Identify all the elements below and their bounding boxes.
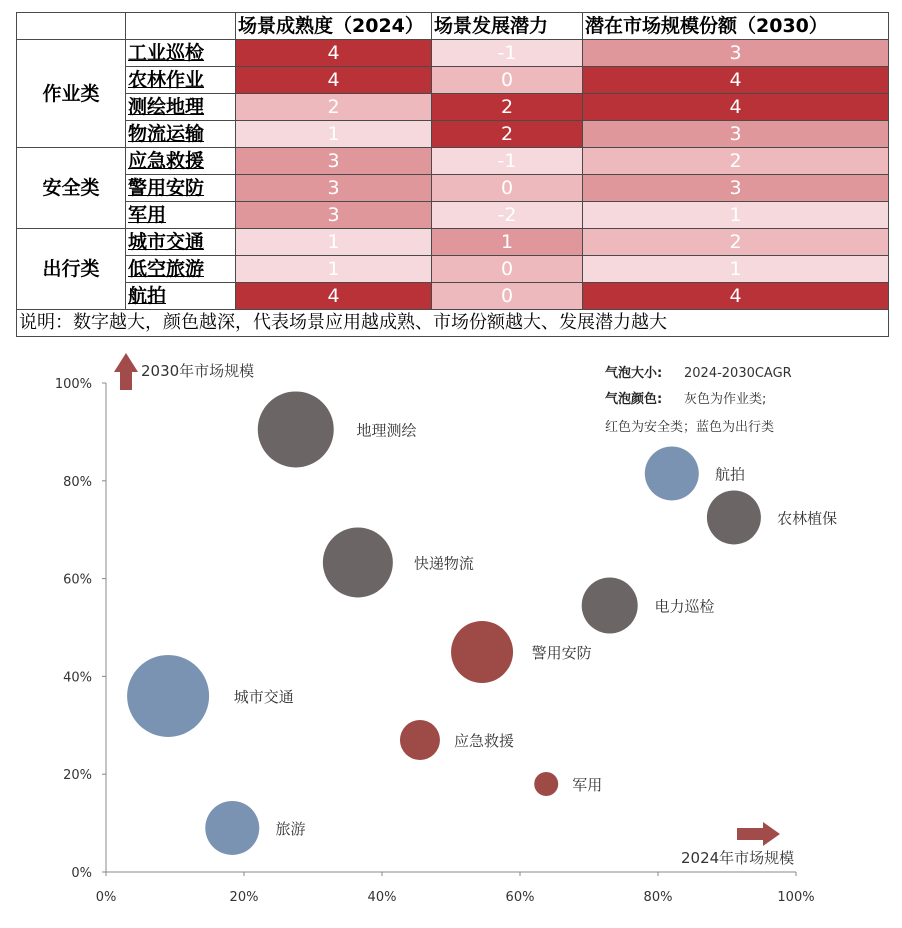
table-cell: 1 [236,121,432,148]
bubble [707,490,761,544]
chart-axes [55,377,815,905]
y-axis-arrow-icon [114,353,138,390]
note-row [17,310,889,337]
legend-color-text-1: 灰色为作业类; [684,392,767,407]
table-cell: 1 [583,202,889,229]
bubble-label: 军用 [572,775,603,794]
table-cell: 4 [583,94,889,121]
row-label: 低空旅游 [126,256,236,283]
table-cell: 1 [583,256,889,283]
y-tick-label: 80% [63,474,92,490]
table-cell: 3 [236,202,432,229]
table-cell: -1 [432,148,583,175]
table-header: 场景成熟度（2024） [236,13,432,40]
table-cell: 4 [236,67,432,94]
table-row [17,148,889,175]
row-label: 航拍 [126,283,236,310]
row-label: 农林作业 [126,67,236,94]
table-header: 潜在市场规模份额（2030） [583,13,889,40]
table-body [17,40,889,337]
table-cell: -2 [432,202,583,229]
row-label: 工业巡检 [126,40,236,67]
bubble [323,527,393,597]
table-row [17,121,889,148]
table-row [17,229,889,256]
legend-color-text-2: 红色为安全类；蓝色为出行类 [605,420,775,435]
group-label: 作业类 [17,40,126,148]
table-row [17,40,889,67]
table-cell: 4 [236,283,432,310]
y-tick-label: 20% [63,768,92,784]
table-cell: 1 [236,256,432,283]
table-cell: 4 [236,40,432,67]
table-cell: 3 [583,175,889,202]
legend-size-label: 气泡大小: [605,366,663,381]
table-header-row [17,13,889,40]
legend-color-label: 气泡颜色: [605,392,663,407]
bubble-label: 农林植保 [777,509,838,528]
table-cell: 0 [432,256,583,283]
legend-size-text: 2024-2030CAGR [684,366,792,381]
bubble [534,772,558,796]
bubble [400,720,440,760]
bubble-label: 航拍 [715,465,746,484]
table-cell: 4 [583,283,889,310]
table-row [17,283,889,310]
y-tick-label: 60% [63,572,92,588]
table-row [17,94,889,121]
x-tick-label: 80% [643,890,673,905]
row-label: 城市交通 [126,229,236,256]
table-cell: 3 [583,40,889,67]
row-label: 军用 [126,202,236,229]
table-cell: 2 [236,94,432,121]
table-cell: 0 [432,283,583,310]
table-header [126,13,236,40]
y-tick-label: 40% [63,670,92,686]
table-row [17,202,889,229]
table-cell: 0 [432,67,583,94]
table-header: 场景发展潜力 [432,13,583,40]
table-cell: 2 [432,121,583,148]
x-tick-label: 0% [95,890,117,905]
bubble-layer [127,391,837,855]
table-row [17,175,889,202]
table-cell: 1 [236,229,432,256]
bubble-label: 应急救援 [453,731,514,750]
bubble-label: 城市交通 [233,687,294,706]
table-cell: 2 [432,94,583,121]
bubble [258,391,334,467]
table-cell: 3 [583,121,889,148]
table-row [17,67,889,94]
x-tick-label: 100% [777,890,815,905]
table-cell: 3 [236,175,432,202]
x-axis-arrow-icon [737,822,780,846]
x-tick-label: 40% [367,890,397,905]
table-cell: 4 [583,67,889,94]
x-axis-title: 2024年市场规模 [681,849,795,867]
bubble-label: 电力巡检 [654,597,715,616]
row-label: 应急救援 [126,148,236,175]
group-label: 安全类 [17,148,126,229]
y-tick-label: 100% [54,377,92,392]
bubble [127,655,209,737]
row-label: 测绘地理 [126,94,236,121]
bubble-label: 旅游 [275,819,306,838]
heat-table [16,12,889,337]
table-header [17,13,126,40]
table-row [17,256,889,283]
table-cell: 3 [236,148,432,175]
bubble-label: 警用安防 [531,643,592,662]
bubble-label: 快递物流 [413,554,474,573]
table-cell: 2 [583,229,889,256]
y-tick-label: 0% [71,866,92,881]
y-axis-title: 2030年市场规模 [141,362,255,380]
bubble [451,621,513,683]
bubble [205,801,259,855]
bubble [645,446,699,500]
row-label: 物流运输 [126,121,236,148]
table-cell: 2 [583,148,889,175]
table-cell: 1 [432,229,583,256]
bubble [582,577,638,633]
x-tick-label: 60% [505,890,535,905]
table-cell: 0 [432,175,583,202]
row-label: 警用安防 [126,175,236,202]
bubble-label: 地理测绘 [356,421,417,440]
x-tick-label: 20% [229,890,259,905]
group-label: 出行类 [17,229,126,310]
table-cell: -1 [432,40,583,67]
table-note: 说明：数字越大，颜色越深，代表场景应用越成熟、市场份额越大、发展潜力越大 [17,310,889,337]
bubble-chart [0,345,902,928]
